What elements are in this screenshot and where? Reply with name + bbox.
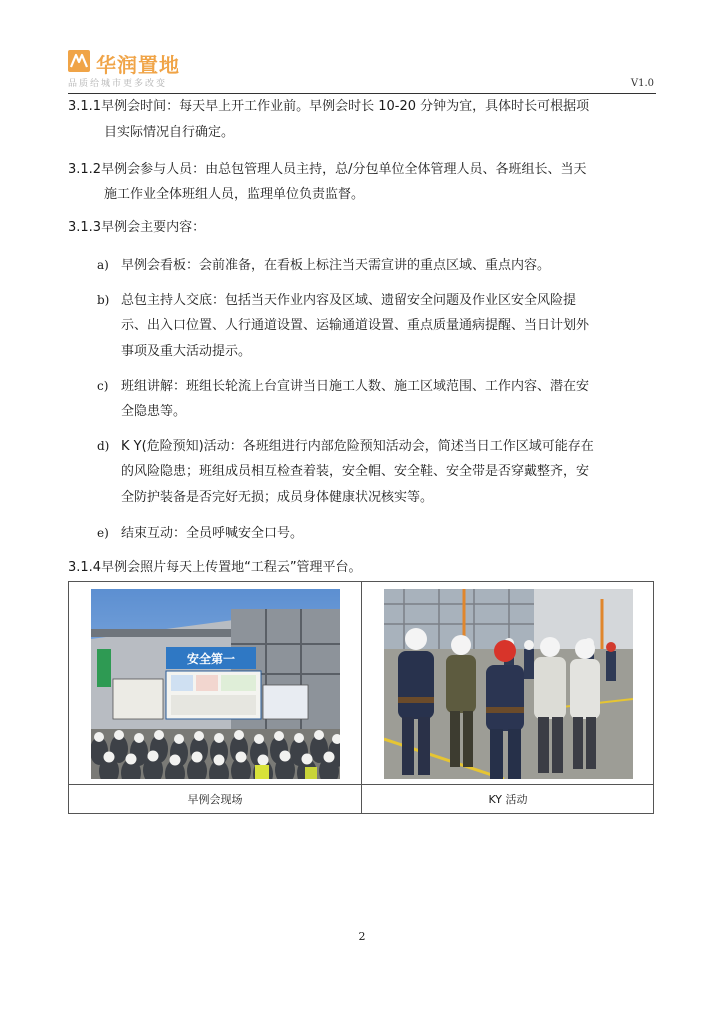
- section-text: 早例会时间：每天早上开工作业前。早例会时长 10-20 分钟为宜，具体时长可根据项: [101, 99, 590, 114]
- list-item-b-line3: 事项及重大活动提示。: [121, 344, 252, 359]
- list-item-e: [97, 520, 303, 547]
- list-item-d: [97, 433, 594, 460]
- list-marker: e): [97, 526, 109, 540]
- section-3-1-2-line2: 施工作业全体班组人员，监理单位负责监督。: [104, 187, 365, 202]
- list-item-text: 早例会看板：会前准备，在看板上标注当天需宣讲的重点区域、重点内容。: [121, 258, 551, 273]
- list-item-b-line2: 示、出入口位置、人行通道设置、运输通道设置、重点质量通病提醒、当日计划外: [121, 318, 590, 333]
- safety-first-sign: 安全第一: [186, 652, 236, 666]
- list-marker: c): [97, 379, 109, 393]
- photo-caption-morning-meeting: 早例会现场: [187, 793, 243, 806]
- list-item-d-line3: 全防护装备是否完好无损；成员身体健康状况核实等。: [121, 490, 434, 505]
- list-item-c-line2: 全隐患等。: [121, 404, 187, 419]
- section-text: 早例会照片每天上传置地“工程云”管理平台。: [101, 560, 362, 575]
- section-3-1-3-title: [68, 215, 205, 241]
- document-version: V1.0: [630, 78, 654, 89]
- list-item-text: 班组讲解：班组长轮流上台宣讲当日施工人数、施工区域范围、工作内容、潜在安: [121, 379, 590, 394]
- section-number: 3.1.3: [68, 220, 102, 235]
- section-3-1-1-line2: 目实际情况自行确定。: [104, 125, 235, 140]
- brand-slogan: 品质给城市更多改变: [68, 79, 168, 89]
- photo-table: [68, 581, 654, 814]
- list-marker: d): [97, 439, 110, 453]
- section-number: 3.1.1: [68, 99, 102, 114]
- list-item-d-line2: 的风险隐患；班组成员相互检查着装，安全帽、安全鞋、安全带是否穿戴整齐，安: [121, 464, 590, 479]
- list-marker: b): [97, 293, 110, 307]
- list-item-text: 总包主持人交底：包括当天作业内容及区域、遗留安全问题及作业区安全风险提: [121, 293, 577, 308]
- table-column-divider: [361, 582, 362, 813]
- morning-meeting-photo: [91, 589, 340, 779]
- section-number: 3.1.2: [68, 162, 102, 177]
- section-3-1-2-line1: [68, 157, 586, 183]
- list-item-c: [97, 373, 589, 400]
- ky-activity-photo: [384, 589, 633, 779]
- list-marker: a): [97, 258, 109, 272]
- section-3-1-1-line1: [68, 94, 589, 120]
- list-item-text: 结束互动：全员呼喊安全口号。: [121, 526, 304, 541]
- company-logo: [68, 50, 208, 90]
- photo-caption-ky-activity: KY 活动: [488, 793, 528, 806]
- section-text: 早例会主要内容：: [101, 220, 206, 235]
- section-3-1-4: [68, 555, 362, 581]
- list-item-text: K Y(危险预知)活动：各班组进行内部危险预知活动会，简述当日工作区域可能存在: [121, 439, 594, 454]
- list-item-b: [97, 287, 576, 314]
- list-item-a: [97, 252, 550, 279]
- brand-name: 华润置地: [96, 53, 180, 77]
- section-text: 早例会参与人员：由总包管理人员主持，总/分包单位全体管理人员、各班组长、当天: [101, 162, 587, 177]
- page-number: 2: [358, 930, 366, 943]
- brand-mark-icon: [68, 50, 90, 72]
- section-number: 3.1.4: [68, 560, 102, 575]
